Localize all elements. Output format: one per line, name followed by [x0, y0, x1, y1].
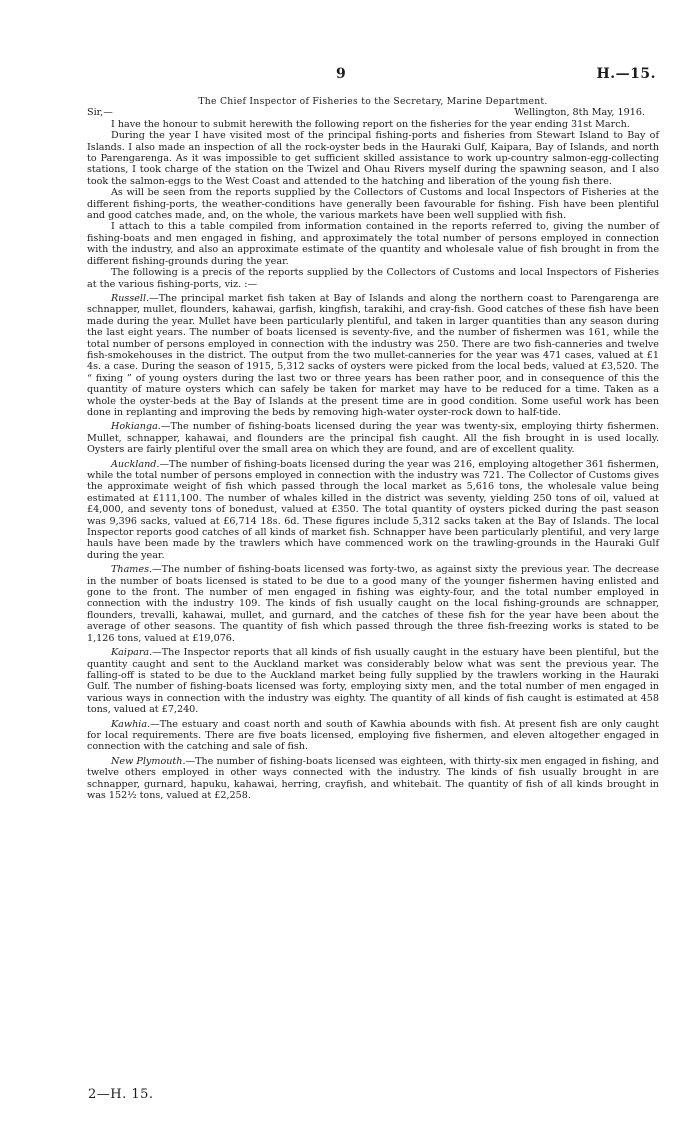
section-russell [87, 293, 659, 418]
salutation: Sir,— [87, 107, 113, 119]
section-place: Hokianga. [111, 421, 161, 433]
intro-paragraph: I attach to this a table compiled from information contained in the reports referred to, giving the number of fishing-boats and men engaged in fishing, and approximately the total number of persons employed in connection with the industry, and also an approximate estimate of the quantity and wholesale value of fish brought in from the different fishing-grounds during the year. [87, 221, 659, 267]
page-header [0, 66, 700, 88]
section-place: Kaipara. [111, 647, 153, 659]
place-date: Wellington, 8th May, 1916. [514, 107, 645, 119]
salutation-row [87, 107, 659, 118]
page-number: 9 [336, 66, 346, 82]
document-reference: H.—15. [596, 66, 656, 82]
footer-reference: 2—H. 15. [88, 1087, 154, 1102]
section-text: —The principal market fish taken at Bay of Islands and along the northern coast to Parengarenga are schnapper, mullet, flounders, kahawai, garfish, kingfish, tarakihi, and cray-fish. Good catches of these fish have been made during the year. Mullet have been particularly plentiful, and taken in larger quantities than any season during the last eight years. The number of boats licensed is seventy-five, and the number of fishermen was 161, while the total number of persons employed in connection with the industry was 250. There are two fish-canneries and twelve fish-smokehouses in the district. The output from the two mullet-canneries for the year was 471 cases, valued at £1 4s. a case. During the season of 1915, 5,312 sacks of oysters were picked from the local beds, valued at £3,520. The “ fixing ” of young oysters during the last two or three years has been rather poor, and in consequence of this the quantity of mature oysters which can safely be taken for market may have to be reduced for a time. Taken as a whole the oyster-beds at the Bay of Islands at the present time are in good condition. Some useful work has been done in replanting and improving the beds by removing high-water oyster-rock down to half-tide. [87, 292, 659, 418]
intro-paragraph: The following is a precis of the reports supplied by the Collectors of Customs and local Inspectors of Fisheries at the various fishing-ports, viz. :— [87, 267, 659, 290]
section-thames [87, 564, 659, 644]
section-auckland [87, 459, 659, 562]
intro-paragraph: As will be seen from the reports supplied by the Collectors of Customs and local Inspectors of Fisheries at the different fishing-ports, the weather-conditions have generally been favourable for fishing. Fish have been plentiful and good catches made, and, on the whole, the various markets have been well supplied with fish. [87, 187, 659, 222]
section-text: —The number of fishing-boats licensed during the year was 216, employing altogether 361 fishermen, while the total number of persons employed in connection with the industry was 721. The Collector of Customs gives the approximate weight of fish which passed through the local market as 5,616 tons, the wholesale value being estimated at £111,100. The number of whales killed in the district was seventy, yielding 250 tons of oil, valued at £4,000, and seventy tons of bonedust, valued at £350. The total quantity of oysters picked during the past season was 9,396 sacks, valued at £6,714 18s. 6d. These figures include 5,312 sacks taken at the Bay of Islands. The local Inspector reports good catches of all kinds of market fish. Schnapper have been particularly plentiful, and very large hauls have been made by the trawlers which have commenced work on the trawling-grounds in the Hauraki Gulf during the year. [87, 458, 659, 561]
section-place: Russell. [111, 292, 150, 304]
section-place: Thames. [111, 564, 153, 576]
section-hokianga [87, 421, 659, 455]
section-place: Kawhia. [111, 718, 151, 730]
section-place: New Plymouth. [111, 755, 186, 767]
section-new-plymouth [87, 756, 659, 802]
section-kawhia [87, 719, 659, 753]
section-text: —The number of fishing-boats licensed during the year was twenty-six, employing thirty fishermen. Mullet, schnapper, kahawai, and flounders are the principal fish caught. All the fish brought in is used locally. Oysters are fairly plentiful over the small area on which they are found, and are of excellent quality. [87, 421, 659, 456]
letter-title: The Chief Inspector of Fisheries to the Secretary, Marine Department. [198, 96, 548, 107]
section-place: Auckland. [111, 458, 160, 470]
section-text: —The estuary and coast north and south of Kawhia abounds with fish. At present fish are only caught for local requirements. There are five boats licensed, employing five fishermen, and eleven altogether engaged in connection with the catching and sale of fish. [87, 718, 659, 753]
intro-paragraph: During the year I have visited most of the principal fishing-ports and fisheries from Stewart Island to Bay of Islands. I also made an inspection of all the rock-oyster beds in the Hauraki Gulf, Kaipara, Bay of Islands, and north to Parengarenga. As it was impossible to get sufficient skilled assistance to work up-country salmon-egg-collecting stations, I took charge of the station on the Twizel and Ohau Rivers myself during the spawning season, and I also took the salmon-eggs to the West Coast and attended to the hatching and liberation of the young fish there. [87, 130, 659, 187]
report-body [87, 96, 659, 801]
section-text: —The number of fishing-boats licensed was forty-two, as against sixty the previous year. The decrease in the number of boats licensed is stated to be due to a good many of the younger fishermen having enlisted and gone to the front. The number of men engaged in fishing was eighty-four, and the total number employed in connection with the industry 109. The kinds of fish usually caught on the local fishing-grounds are schnapper, flounders, trevalli, kahawai, mullet, and gurnard, and the catches of these fish for the year have been about the average of other seasons. The quantity of fish which passed through the three fish-freezing works is stated to be 1,126 tons, valued at £19,076. [87, 564, 659, 644]
intro-paragraph: I have the honour to submit herewith the following report on the fisheries for the year ending 31st March. [111, 118, 630, 130]
section-text: —The Inspector reports that all kinds of fish usually caught in the estuary have been plentiful, but the quantity caught and sent to the Auckland market was considerably below what was sent the previous year. The falling-off is stated to be due to the Auckland market being fully supplied by the trawlers working in the Hauraki Gulf. The number of fishing-boats licensed was forty, employing sixty men, and the total number of men engaged in various ways in connection with the industry was eighty. The quantity of all kinds of fish caught is estimated at 458 tons, valued at £7,240. [87, 647, 659, 716]
section-text: —The number of fishing-boats licensed was eighteen, with thirty-six men engaged in fishing, and twelve others employed in other ways connected with the industry. The kinds of fish usually brought in are schnapper, gurnard, hapuku, kahawai, herring, crayfish, and whitebait. The quantity of fish of all kinds brought in was 152½ tons, valued at £2,258. [87, 755, 659, 801]
section-kaipara [87, 647, 659, 715]
